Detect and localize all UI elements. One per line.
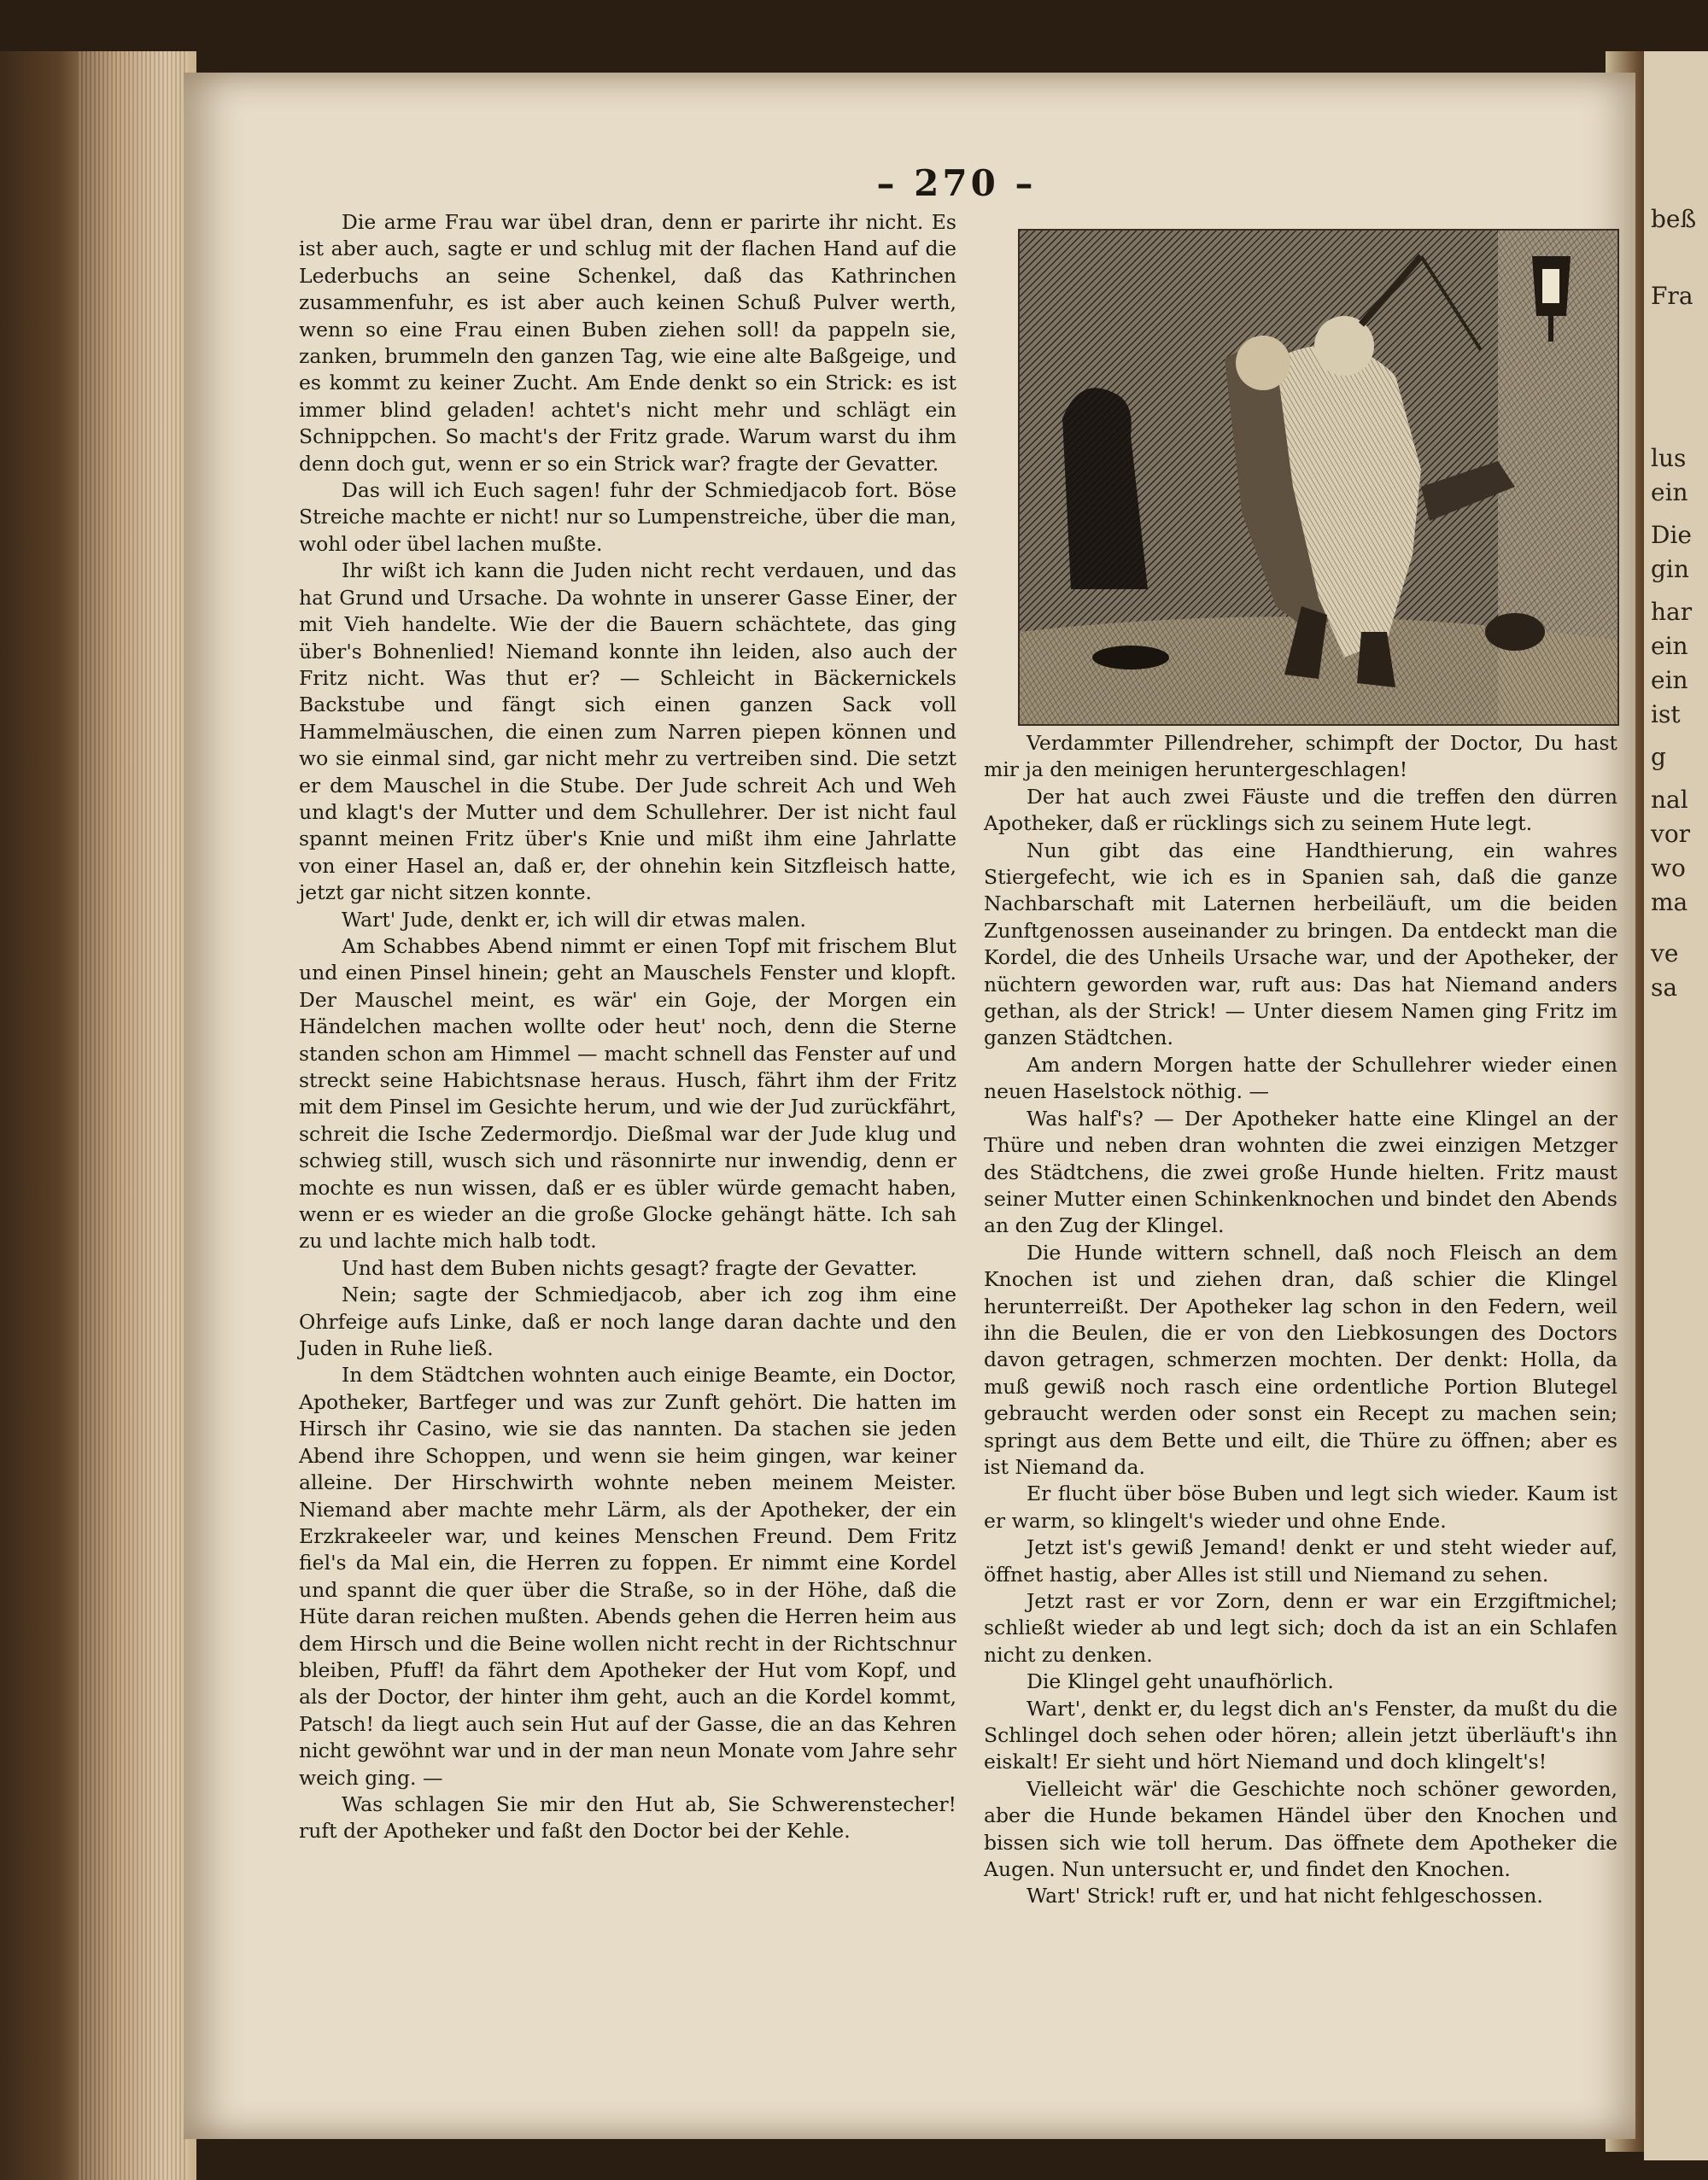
page-number: – 270 – <box>876 162 1037 204</box>
book-edge-left <box>0 51 196 2180</box>
paragraph: Am andern Morgen hatte der Schullehrer wieder einen neuen Haselstock nöthig. — <box>984 1052 1617 1104</box>
paragraph: Die Klingel geht unaufhörlich. <box>1027 1669 1334 1694</box>
next-page-text-fragment: lus <box>1651 444 1687 472</box>
next-page-text-fragment: Die <box>1651 521 1692 549</box>
paragraph: In dem Städtchen wohnten auch einige Beamte, ein Doctor, Apotheker, Bartfeger und was zur Zunft gehört. Die hatten im Hirsch ihr Casino, wie sie das nannten. Da stachen sie jeden Abend ihre Schoppen, und wenn sie heim gingen, war keiner alleine. Der Hirschwirth wohnte neben meinem Meister. Niemand aber machte mehr Lärm, als der Apotheker, der ein Erzkrakeeler war, und keines Menschen Freund. Dem Fritz fiel's da Mal ein, die Herren zu foppen. Er nimmt eine Kordel und spannt die quer über die Straße, so in der Höhe, daß die Hüte daran reichen mußten. Abends gehen die Herren heim aus dem Hirsch und die Beine wollen nicht recht in der Richtschnur bleiben, Pfuff! da fährt dem Apotheker der Hut vom Kopf, und als der Doctor, der hinter ihm geht, auch an die Kordel kommt, Patsch! da liegt auch sein Hut auf der Gasse, die an das Kehren nicht gewöhnt war und in der man neun Monate vom Jahre sehr weich ging. — <box>299 1363 956 1790</box>
paragraph: Am Schabbes Abend nimmt er einen Topf mit frischem Blut und einen Pinsel hinein; geht an Mauschels Fenster und klopft. Der Mauschel meint, es wär' ein Goje, der Morgen ein Händelchen machen wollte oder heut' noch, denn die Sterne standen schon am Himmel — macht schnell das Fenster auf und streckt seine Habichtsnase heraus. Husch, fährt ihm der Fritz mit dem Pinsel im Gesichte herum, und wie der Jud zurückfährt, schreit die Ische Zedermordjo. Dießmal war der Jude klug und schwieg still, wusch sich und räsonnirte nur inwendig, denn er mochte es nun wissen, daß er es übler würde gemacht haben, wenn er es wieder an die große Glocke gehängt hätte. Ich sah zu und lachte mich halb todt. <box>299 933 956 1254</box>
right-text-column <box>984 730 1617 1910</box>
paragraph: Ihr wißt ich kann die Juden nicht recht verdauen, und das hat Grund und Ursache. Da wohnte in unserer Gasse Einer, der mit Vieh handelte. Wie der die Bauern schächtete, das ging über's Bohnenlied! Niemand konnte ihn leiden, also auch der Fritz nicht. Was thut er? — Schleicht in Bäckernickels Backstube und fängt sich einen ganzen Sack voll Hammelmäuschen, die einen zum Narren piepen können und wo sie einmal sind, gar nicht mehr zu vertreiben sind. Die setzt er dem Mauschel in die Stube. Der Jude schreit Ach und Weh und klagt's der Mutter und dem Schullehrer. Der ist nicht faul spannt meinen Fritz über's Knie und mißt ihm eine Jahrlatte von einer Hasel an, daß er, der ohnehin kein Sitzfleisch hatte, jetzt gar nicht sitzen konnte. <box>299 558 956 905</box>
paragraph: Nun gibt das eine Handthierung, ein wahres Stiergefecht, wie ich es in Spanien sah, daß die ganze Nachbarschaft mit Laternen herbeiläuft, um die beiden Zunftgenossen auseinander zu bringen. Da entdeckt man die Kordel, die des Unheils Ursache war, und der Apotheker, der nüchtern geworden war, ruft aus: Das hat Niemand anders gethan, als der Strick! — Unter diesem Namen ging Fritz im ganzen Städtchen. <box>984 838 1617 1050</box>
paragraph: Und hast dem Buben nichts gesagt? fragte der Gevatter. <box>342 1255 918 1280</box>
next-page-text-fragment: ein <box>1651 478 1688 506</box>
next-page-text-fragment: gin <box>1651 555 1689 583</box>
paragraph: Nein; sagte der Schmiedjacob, aber ich zog ihm eine Ohrfeige aufs Linke, daß er noch lange daran dachte und den Juden in Ruhe ließ. <box>299 1283 956 1361</box>
next-page-text-fragment: vor <box>1651 820 1691 848</box>
next-page-text-fragment: ein <box>1651 666 1688 694</box>
paragraph: Die arme Frau war übel dran, denn er parirte ihr nicht. Es ist aber auch, sagte er und schlug mit der flachen Hand auf die Lederbuchs an seine Schenkel, daß das Kathrinchen zusammenfuhr, es ist aber auch keinen Schuß Pulver werth, wenn so eine Frau einen Buben ziehen soll! da pappeln sie, zanken, brummeln den ganzen Tag, wie eine alte Baßgeige, und es kommt zu keiner Zucht. Am Ende denkt so ein Strick: es ist immer blind geladen! achtet's nicht mehr und schlägt ein Schnippchen. So macht's der Fritz grade. Warum warst du ihm denn doch gut, wenn er so ein Strick war? fragte der Gevatter. <box>299 210 956 476</box>
engraving-illustration <box>1018 229 1619 726</box>
paragraph: Wart' Jude, denkt er, ich will dir etwas malen. <box>342 907 806 932</box>
next-page-text-fragment: Fra <box>1651 282 1693 310</box>
paragraph: Das will ich Euch sagen! fuhr der Schmiedjacob fort. Böse Streiche machte er nicht! nur so Lumpenstreiche, über die man, wohl oder übel lachen mußte. <box>299 478 956 556</box>
next-page-text-fragment: g <box>1651 743 1666 771</box>
next-page-text-fragment: beß <box>1651 205 1697 233</box>
next-page-text-fragment: ve <box>1651 939 1679 967</box>
paragraph: Er flucht über böse Buben und legt sich wieder. Kaum ist er warm, so klingelt's wieder und ohne Ende. <box>984 1482 1617 1533</box>
next-page-text-fragment: har <box>1651 598 1693 626</box>
next-page-text-fragment: ein <box>1651 632 1688 660</box>
fight-scene-image <box>1020 231 1617 724</box>
paragraph: Jetzt ist's gewiß Jemand! denkt er und steht wieder auf, öffnet hastig, aber Alles ist still und Niemand zu sehen. <box>984 1535 1617 1587</box>
next-page-text-fragment: nal <box>1651 786 1688 814</box>
paragraph: Verdammter Pillendreher, schimpft der Doctor, Du hast mir ja den meinigen heruntergeschlagen! <box>984 731 1617 782</box>
next-page-text-fragment: ist <box>1651 700 1681 728</box>
paragraph: Was half's? — Der Apotheker hatte eine Klingel an der Thüre und neben dran wohnten die zwei einzigen Metzger des Städtchens, die zwei große Hunde hielten. Fritz maust seiner Mutter einen Schinkenknochen und bindet den Abends an den Zug der Klingel. <box>984 1106 1617 1238</box>
paragraph: Wart' Strick! ruft er, und hat nicht fehlgeschossen. <box>1027 1884 1543 1908</box>
paragraph: Wart', denkt er, du legst dich an's Fenster, da mußt du die Schlingel doch sehen oder hören; allein jetzt überläuft's ihn eiskalt! Er sieht und hört Niemand und doch klingelt's! <box>984 1696 1617 1774</box>
paragraph: Der hat auch zwei Fäuste und die treffen den dürren Apotheker, daß er rücklings sich zu seinem Hute legt. <box>984 784 1617 836</box>
next-page-text-fragment: ma <box>1651 888 1688 916</box>
paragraph: Was schlagen Sie mir den Hut ab, Sie Schwerenstecher! ruft der Apotheker und faßt den Doctor bei der Kehle. <box>299 1791 956 1844</box>
left-text-column <box>299 209 956 1845</box>
next-page-edge <box>1644 51 1708 2160</box>
next-page-text-fragment: sa <box>1651 973 1678 1002</box>
paragraph: Vielleicht wär' die Geschichte noch schöner geworden, aber die Hunde bekamen Händel über den Knochen und bissen sich wie toll herum. Das öffnete dem Apotheker die Augen. Nun untersucht er, und findet den Knochen. <box>984 1776 1617 1882</box>
paragraph: Die Hunde wittern schnell, daß noch Fleisch an dem Knochen ist und ziehen dran, daß schier die Klingel herunterreißt. Der Apotheker lag schon in den Federn, weil ihn die Beulen, die er von den Liebkosungen des Doctors davon getragen, schmerzen mochten. Der denkt: Holla, da muß gewiß noch rasch eine ordentliche Portion Blutegel gebraucht werden oder sonst ein Recept zu machen sein; springt aus dem Bette und eilt, die Thüre zu öffnen; aber es ist Niemand da. <box>984 1240 1617 1479</box>
paragraph: Jetzt rast er vor Zorn, denn er war ein Erzgiftmichel; schließt wieder ab und legt sich; doch da ist an ein Schlafen nicht zu denken. <box>984 1589 1617 1667</box>
next-page-text-fragment: wo <box>1651 854 1686 882</box>
